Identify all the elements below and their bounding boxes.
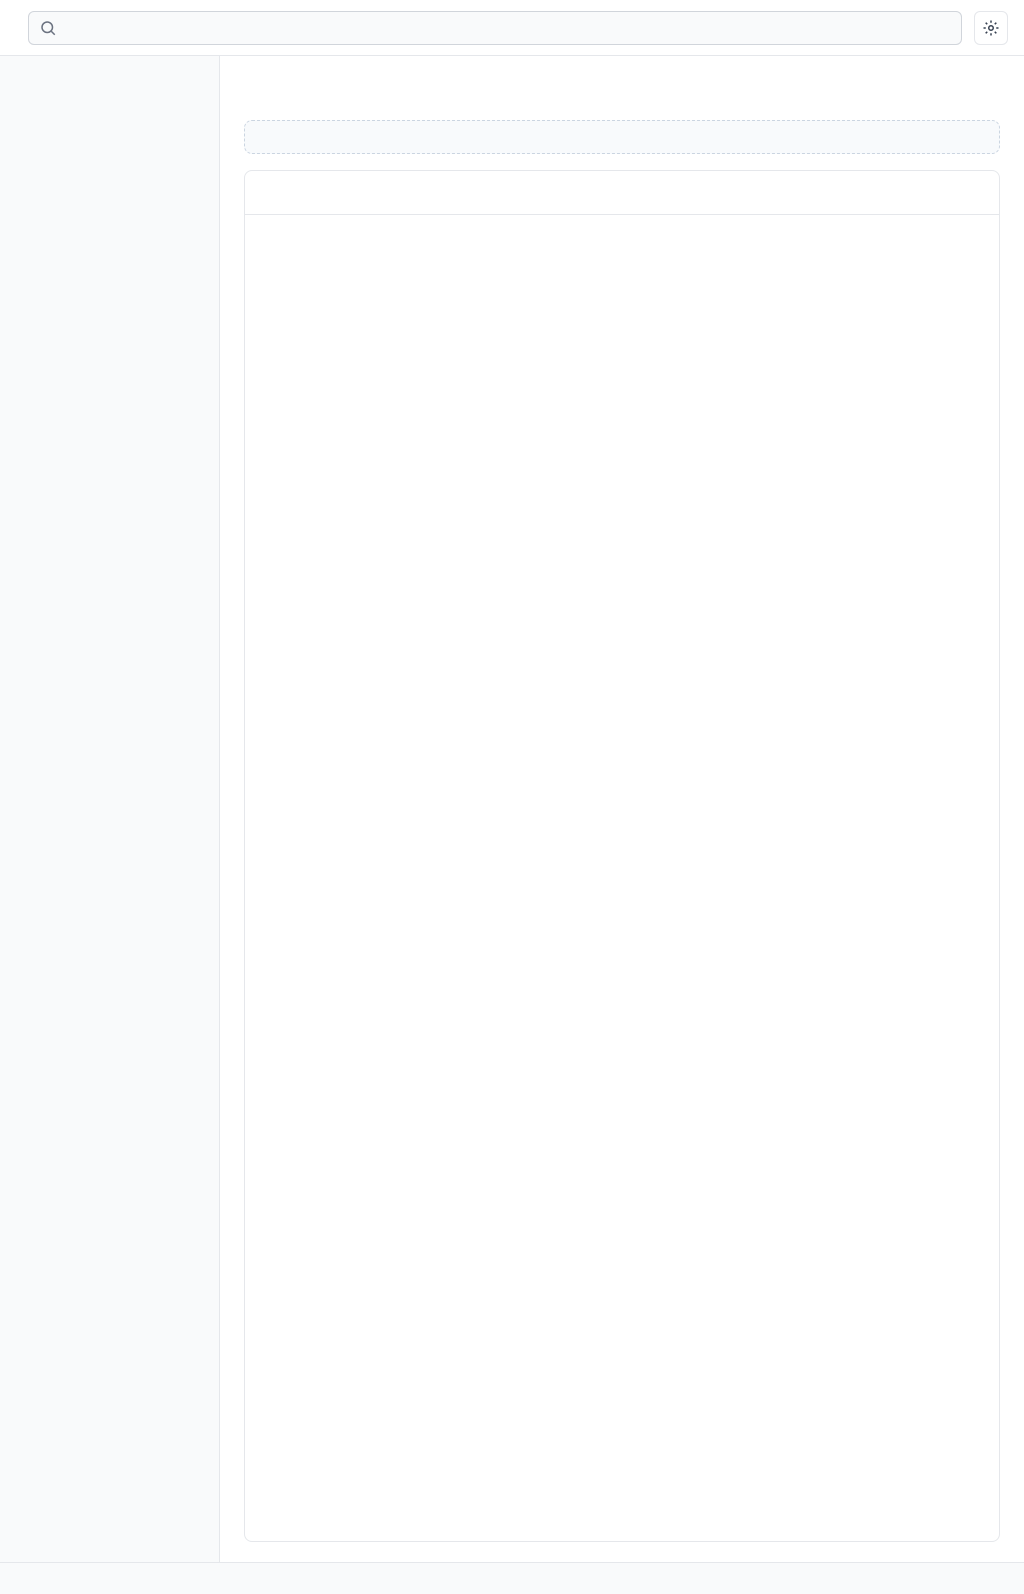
main-panel	[220, 56, 1024, 1562]
panel-body	[245, 215, 999, 1541]
search-icon	[39, 19, 57, 37]
sidebar	[0, 56, 220, 1562]
panel-title	[245, 171, 999, 215]
gear-icon	[982, 19, 1000, 37]
content-panel	[244, 170, 1000, 1542]
notice-text	[244, 120, 1000, 154]
search-box[interactable]	[28, 11, 962, 45]
search-input[interactable]	[65, 20, 951, 36]
content-area	[0, 56, 1024, 1562]
page-title	[244, 76, 1000, 104]
settings-button[interactable]	[974, 11, 1008, 45]
top-bar	[0, 0, 1024, 56]
status-bar	[0, 1562, 1024, 1594]
